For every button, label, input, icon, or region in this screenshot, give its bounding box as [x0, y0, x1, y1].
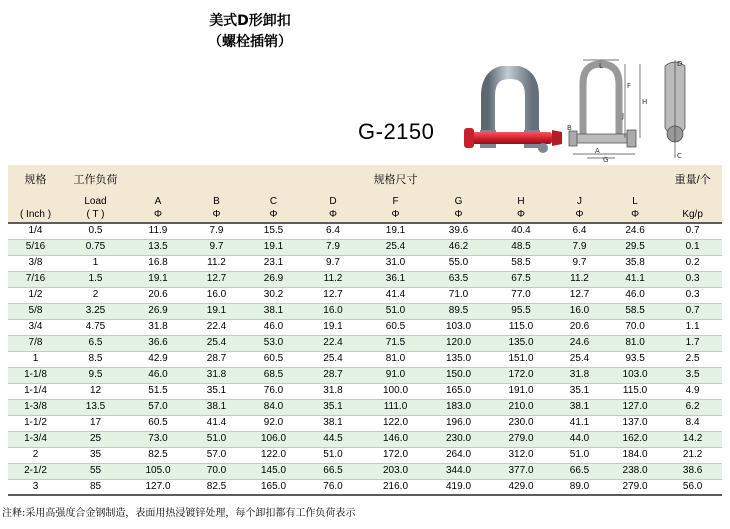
table-cell: 11.2 [302, 271, 364, 287]
table-cell: 22.4 [188, 319, 245, 335]
table-cell: 127.0 [607, 399, 663, 415]
table-cell: 0.3 [663, 287, 722, 303]
table-cell: 172.0 [490, 367, 552, 383]
specification-table [8, 165, 722, 496]
table-cell: 14.2 [663, 431, 722, 447]
table-cell: 44.5 [302, 431, 364, 447]
table-cell: 71.0 [427, 287, 490, 303]
column-header-unit: Φ [575, 208, 584, 220]
table-cell: 16.8 [128, 255, 188, 271]
table-cell: 51.0 [302, 447, 364, 463]
table-cell: 1-1/8 [8, 367, 63, 383]
table-cell: 25.4 [552, 351, 607, 367]
table-cell: 70.0 [607, 319, 663, 335]
column-header-name [8, 196, 63, 209]
table-cell: 165.0 [427, 383, 490, 399]
column-header-name: J [577, 196, 582, 207]
table-cell: 419.0 [427, 479, 490, 495]
table-cell: 13.5 [128, 239, 188, 255]
table-cell: 11.9 [128, 223, 188, 239]
table-cell: 1 [63, 255, 128, 271]
table-cell: 9.5 [63, 367, 128, 383]
table-cell: 58.5 [490, 255, 552, 271]
table-cell: 68.5 [245, 367, 302, 383]
table-cell: 3.25 [63, 303, 128, 319]
shackle-photo [458, 66, 568, 161]
column-header-unit: Φ [454, 208, 463, 220]
table-cell: 41.4 [364, 287, 427, 303]
table-cell: 103.0 [427, 319, 490, 335]
table-cell: 51.5 [128, 383, 188, 399]
table-cell: 60.5 [128, 415, 188, 431]
table-cell: 1/2 [8, 287, 63, 303]
table-cell: 46.0 [607, 287, 663, 303]
table-cell: 7.9 [188, 223, 245, 239]
table-cell: 19.1 [128, 271, 188, 287]
column-header [245, 195, 302, 223]
table-cell: 11.2 [552, 271, 607, 287]
table-cell: 38.1 [302, 415, 364, 431]
table-cell: 19.1 [188, 303, 245, 319]
table-cell: 42.9 [128, 351, 188, 367]
table-cell: 26.9 [245, 271, 302, 287]
header-row-main [8, 165, 722, 195]
diagram-label-g: G [603, 156, 609, 164]
column-header-unit: Kg/p [682, 208, 703, 220]
header-weight: 重量/个 [674, 173, 711, 186]
table-cell: 35.1 [188, 383, 245, 399]
table-cell: 31.0 [364, 255, 427, 271]
header-load: 工作负荷 [73, 173, 118, 186]
table-cell: 85 [63, 479, 128, 495]
table-cell: 60.5 [245, 351, 302, 367]
table-cell: 51.0 [364, 303, 427, 319]
table-cell: 8.5 [63, 351, 128, 367]
table-cell: 25.4 [188, 335, 245, 351]
table-cell: 6.2 [663, 399, 722, 415]
table-cell: 165.0 [245, 479, 302, 495]
table-cell: 19.1 [302, 319, 364, 335]
table-cell: 1/4 [8, 223, 63, 239]
table-row [8, 383, 722, 399]
table-cell: 51.0 [188, 431, 245, 447]
column-header-unit: Φ [631, 208, 640, 220]
column-header-unit: Φ [154, 208, 162, 220]
table-cell: 183.0 [427, 399, 490, 415]
table-cell: 151.0 [490, 351, 552, 367]
header-spec: 规格 [24, 173, 47, 186]
table-cell: 7/8 [8, 335, 63, 351]
table-cell: 5/16 [8, 239, 63, 255]
table-cell: 23.1 [245, 255, 302, 271]
diagram-label-c: C [677, 152, 682, 160]
table-cell: 31.8 [552, 367, 607, 383]
table-row [8, 255, 722, 271]
table-cell: 76.0 [302, 479, 364, 495]
table-cell: 1-1/4 [8, 383, 63, 399]
column-header [607, 195, 663, 223]
table-cell: 31.8 [302, 383, 364, 399]
table-cell: 7/16 [8, 271, 63, 287]
table-cell: 2.5 [663, 351, 722, 367]
column-header [364, 195, 427, 223]
column-header-unit: Φ [391, 208, 400, 220]
table-cell: 76.0 [245, 383, 302, 399]
table-cell: 31.8 [188, 367, 245, 383]
table-cell: 3/4 [8, 319, 63, 335]
table-cell: 29.5 [607, 239, 663, 255]
table-cell: 19.1 [245, 239, 302, 255]
header-dimensions: 规格尺寸 [373, 173, 418, 186]
table-cell: 81.0 [364, 351, 427, 367]
table-row [8, 271, 722, 287]
column-header-name: D [329, 196, 337, 207]
table-cell: 24.6 [607, 223, 663, 239]
table-cell: 238.0 [607, 463, 663, 479]
page-subtitle: （螺栓插销） [208, 34, 292, 50]
page-title: 美式D形卸扣 [209, 13, 291, 29]
table-cell: 16.0 [188, 287, 245, 303]
table-cell: 1.1 [663, 319, 722, 335]
table-cell: 38.6 [663, 463, 722, 479]
table-cell: 17 [63, 415, 128, 431]
table-row [8, 287, 722, 303]
table-cell: 3 [8, 479, 63, 495]
table-cell: 127.0 [128, 479, 188, 495]
table-cell: 15.5 [245, 223, 302, 239]
table-cell: 44.0 [552, 431, 607, 447]
column-header-unit: ( Inch ) [19, 208, 52, 220]
table-row [8, 415, 722, 431]
table-cell: 111.0 [364, 399, 427, 415]
table-cell: 11.2 [188, 255, 245, 271]
table-cell: 66.5 [302, 463, 364, 479]
table-cell: 122.0 [364, 415, 427, 431]
table-cell: 40.4 [490, 223, 552, 239]
table-cell: 7.9 [552, 239, 607, 255]
table-cell: 16.0 [302, 303, 364, 319]
table-cell: 135.0 [427, 351, 490, 367]
table-cell: 172.0 [364, 447, 427, 463]
table-cell: 0.1 [663, 239, 722, 255]
table-cell: 36.6 [128, 335, 188, 351]
table-cell: 120.0 [427, 335, 490, 351]
table-cell: 57.0 [188, 447, 245, 463]
table-cell: 38.1 [188, 399, 245, 415]
table-cell: 25.4 [302, 351, 364, 367]
table-cell: 25.4 [364, 239, 427, 255]
table-cell: 312.0 [490, 447, 552, 463]
table-cell: 146.0 [364, 431, 427, 447]
table-cell: 6.4 [302, 223, 364, 239]
table-cell: 92.0 [245, 415, 302, 431]
table-cell: 203.0 [364, 463, 427, 479]
table-cell: 31.8 [128, 319, 188, 335]
column-header-name: L [632, 196, 638, 207]
table-row [8, 447, 722, 463]
table-cell: 46.2 [427, 239, 490, 255]
table-cell: 2 [63, 287, 128, 303]
column-header [302, 195, 364, 223]
column-header-name: F [392, 196, 399, 207]
table-cell: 0.7 [663, 223, 722, 239]
footnote: 注释:采用高强度合金钢制造，表面用热浸镀锌处理，每个卸扣都有工作负荷表示 [2, 508, 356, 519]
table-cell: 377.0 [490, 463, 552, 479]
table-cell: 71.5 [364, 335, 427, 351]
table-cell: 89.5 [427, 303, 490, 319]
column-header-unit: ( T ) [86, 208, 105, 220]
table-cell: 429.0 [490, 479, 552, 495]
diagram-label-j: J [622, 112, 625, 120]
column-header [490, 195, 552, 223]
table-cell: 230.0 [427, 431, 490, 447]
diagram-label-l: L [599, 62, 603, 70]
table-cell: 4.9 [663, 383, 722, 399]
table-cell: 1.7 [663, 335, 722, 351]
table-cell: 41.4 [188, 415, 245, 431]
table-cell: 3.5 [663, 367, 722, 383]
column-header-name: H [517, 196, 525, 207]
table-cell: 46.0 [245, 319, 302, 335]
table-cell: 21.2 [663, 447, 722, 463]
table-cell: 12.7 [552, 287, 607, 303]
column-header [552, 195, 607, 223]
table-cell: 105.0 [128, 463, 188, 479]
table-cell: 53.0 [245, 335, 302, 351]
table-cell: 184.0 [607, 447, 663, 463]
table-cell: 191.0 [490, 383, 552, 399]
table-row [8, 303, 722, 319]
column-header-name: A [154, 196, 162, 207]
shackle-diagram [565, 58, 705, 164]
table-cell: 0.2 [663, 255, 722, 271]
table-cell: 36.1 [364, 271, 427, 287]
table-cell: 4.75 [63, 319, 128, 335]
table-cell: 1 [8, 351, 63, 367]
table-cell: 35.8 [607, 255, 663, 271]
table-cell: 26.9 [128, 303, 188, 319]
table-cell: 19.1 [364, 223, 427, 239]
table-cell: 106.0 [245, 431, 302, 447]
header-row-units [8, 195, 722, 223]
table-row [8, 223, 722, 239]
column-header-name: Load [84, 196, 107, 207]
diagram-label-h: H [642, 98, 648, 106]
table-cell: 35.1 [552, 383, 607, 399]
table-cell: 35 [63, 447, 128, 463]
table-cell: 39.6 [427, 223, 490, 239]
table-cell: 216.0 [364, 479, 427, 495]
table-cell: 100.0 [364, 383, 427, 399]
table-cell: 41.1 [607, 271, 663, 287]
table-cell: 12 [63, 383, 128, 399]
table-cell: 77.0 [490, 287, 552, 303]
column-header [8, 195, 63, 223]
table-cell: 1-3/8 [8, 399, 63, 415]
table-row [8, 399, 722, 415]
diagram-label-b: B [567, 124, 572, 132]
table-cell: 135.0 [490, 335, 552, 351]
table-cell: 9.7 [188, 239, 245, 255]
table-cell: 344.0 [427, 463, 490, 479]
column-header [63, 195, 128, 223]
table-cell: 7.9 [302, 239, 364, 255]
table-cell: 3/8 [8, 255, 63, 271]
table-cell: 12.7 [188, 271, 245, 287]
table-cell: 22.4 [302, 335, 364, 351]
table-cell: 6.5 [63, 335, 128, 351]
table-row [8, 431, 722, 447]
table-cell: 46.0 [128, 367, 188, 383]
table-cell: 35.1 [302, 399, 364, 415]
table-row [8, 479, 722, 495]
table-cell: 48.5 [490, 239, 552, 255]
table-cell: 122.0 [245, 447, 302, 463]
table-cell: 28.7 [188, 351, 245, 367]
diagram-label-f: F [627, 82, 632, 90]
table-cell: 0.75 [63, 239, 128, 255]
table-row [8, 319, 722, 335]
table-cell: 1-1/2 [8, 415, 63, 431]
table-cell: 9.7 [552, 255, 607, 271]
table-cell: 60.5 [364, 319, 427, 335]
table-cell: 2-1/2 [8, 463, 63, 479]
table-cell: 279.0 [490, 431, 552, 447]
column-header [128, 195, 188, 223]
table-cell: 57.0 [128, 399, 188, 415]
table-cell: 5/8 [8, 303, 63, 319]
column-header-name: G [454, 196, 463, 207]
column-header-unit: Φ [269, 208, 278, 220]
table-cell: 210.0 [490, 399, 552, 415]
table-cell: 6.4 [552, 223, 607, 239]
table-cell: 82.5 [128, 447, 188, 463]
table-cell: 12.7 [302, 287, 364, 303]
column-header-name: C [269, 196, 278, 207]
table-cell: 0.7 [663, 303, 722, 319]
column-header-unit: Φ [517, 208, 525, 220]
table-cell: 115.0 [490, 319, 552, 335]
table-cell: 55.0 [427, 255, 490, 271]
table-cell: 55 [63, 463, 128, 479]
table-cell: 30.2 [245, 287, 302, 303]
column-header [663, 195, 722, 223]
column-header-unit: Φ [329, 208, 337, 220]
table-cell: 9.7 [302, 255, 364, 271]
table-cell: 67.5 [490, 271, 552, 287]
table-cell: 28.7 [302, 367, 364, 383]
table-cell: 63.5 [427, 271, 490, 287]
table-cell: 264.0 [427, 447, 490, 463]
table-cell: 8.4 [663, 415, 722, 431]
table-cell: 1.5 [63, 271, 128, 287]
table-cell: 73.0 [128, 431, 188, 447]
table-cell: 38.1 [552, 399, 607, 415]
table-cell: 115.0 [607, 383, 663, 399]
table-row [8, 239, 722, 255]
table-cell: 16.0 [552, 303, 607, 319]
column-header [188, 195, 245, 223]
table-cell: 41.1 [552, 415, 607, 431]
table-cell: 81.0 [607, 335, 663, 351]
table-cell: 82.5 [188, 479, 245, 495]
table-cell: 162.0 [607, 431, 663, 447]
table-cell: 0.3 [663, 271, 722, 287]
diagram-label-a: A [595, 147, 600, 155]
table-cell: 230.0 [490, 415, 552, 431]
table-cell: 25 [63, 431, 128, 447]
table-cell: 38.1 [245, 303, 302, 319]
table-cell: 89.0 [552, 479, 607, 495]
table-cell: 137.0 [607, 415, 663, 431]
table-cell: 95.5 [490, 303, 552, 319]
table-cell: 56.0 [663, 479, 722, 495]
table-cell: 93.5 [607, 351, 663, 367]
column-header [427, 195, 490, 223]
table-cell: 13.5 [63, 399, 128, 415]
table-row [8, 367, 722, 383]
table-cell: 150.0 [427, 367, 490, 383]
model-number: G-2150 [358, 119, 435, 144]
table-cell: 145.0 [245, 463, 302, 479]
table-cell: 279.0 [607, 479, 663, 495]
table-cell: 51.0 [552, 447, 607, 463]
table-cell: 58.5 [607, 303, 663, 319]
column-header-name: B [213, 196, 220, 207]
table-cell: 2 [8, 447, 63, 463]
table-cell: 91.0 [364, 367, 427, 383]
table-cell: 103.0 [607, 367, 663, 383]
table-cell: 0.5 [63, 223, 128, 239]
table-cell: 1-3/4 [8, 431, 63, 447]
table-cell: 20.6 [552, 319, 607, 335]
column-header-unit: Φ [212, 208, 221, 220]
diagram-label-d: D [677, 60, 683, 68]
column-header-name [663, 196, 722, 209]
table-cell: 84.0 [245, 399, 302, 415]
table-cell: 20.6 [128, 287, 188, 303]
table-cell: 66.5 [552, 463, 607, 479]
table-row [8, 335, 722, 351]
table-row [8, 351, 722, 367]
table-row [8, 463, 722, 479]
table-cell: 24.6 [552, 335, 607, 351]
table-cell: 196.0 [427, 415, 490, 431]
table-cell: 70.0 [188, 463, 245, 479]
